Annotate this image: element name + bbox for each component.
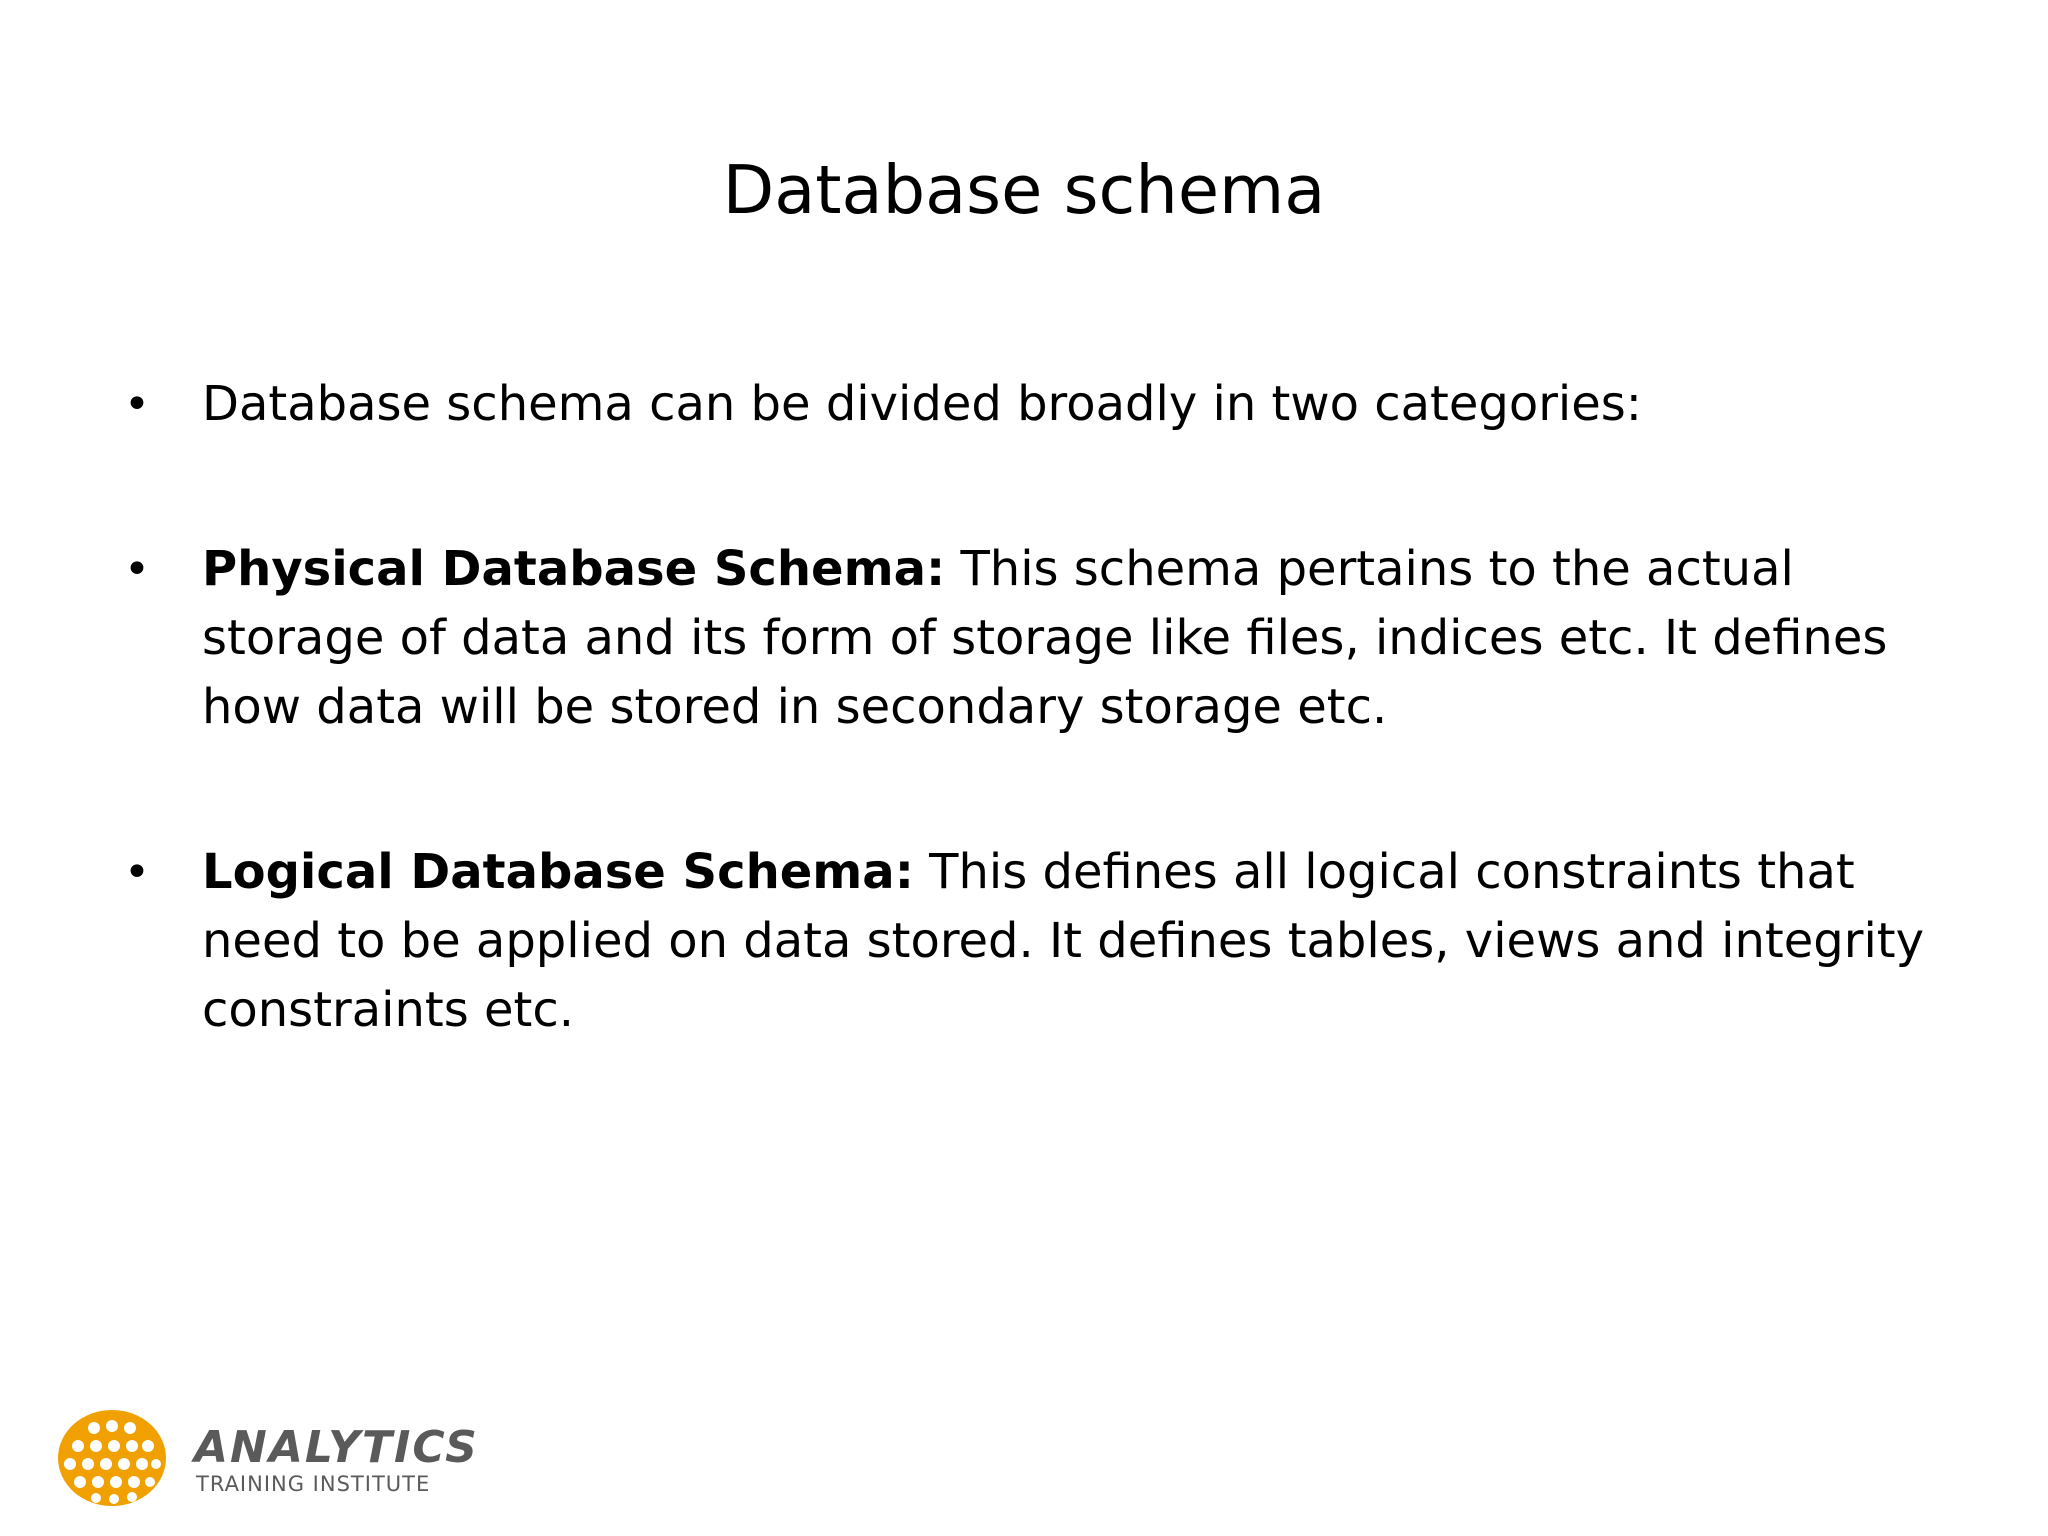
bullet-text: Database schema can be divided broadly in two categories: [202, 376, 1642, 432]
bullet-term: Physical Database Schema: [202, 541, 946, 597]
bullet-icon: • [124, 379, 150, 430]
logo-wordmark: ANALYTICS [194, 1422, 479, 1473]
bullet-text: This schema pertains to the actual storage of data and its form of storage like files, indices etc. It defines how data will be stored in secondary storage etc. [202, 541, 1888, 735]
slide-title: Database schema [722, 151, 1326, 229]
bullet-text: This defines all logical constraints that need to be applied on data stored. It defines tables, views and integrity constraints etc. [202, 844, 1925, 1038]
bullet-term: Logical Database Schema: [202, 844, 914, 900]
logo-subtitle: TRAINING INSTITUTE [196, 1472, 431, 1496]
bullet-icon: • [124, 847, 150, 898]
bullet-icon: • [124, 544, 150, 595]
bullet-list [120, 370, 1960, 1045]
bullet-item [120, 370, 1960, 439]
orange-honeycomb-logo-icon [56, 1408, 168, 1508]
bullet-item [120, 838, 1960, 1045]
bullet-item [120, 535, 1960, 742]
company-logo [56, 1408, 486, 1508]
